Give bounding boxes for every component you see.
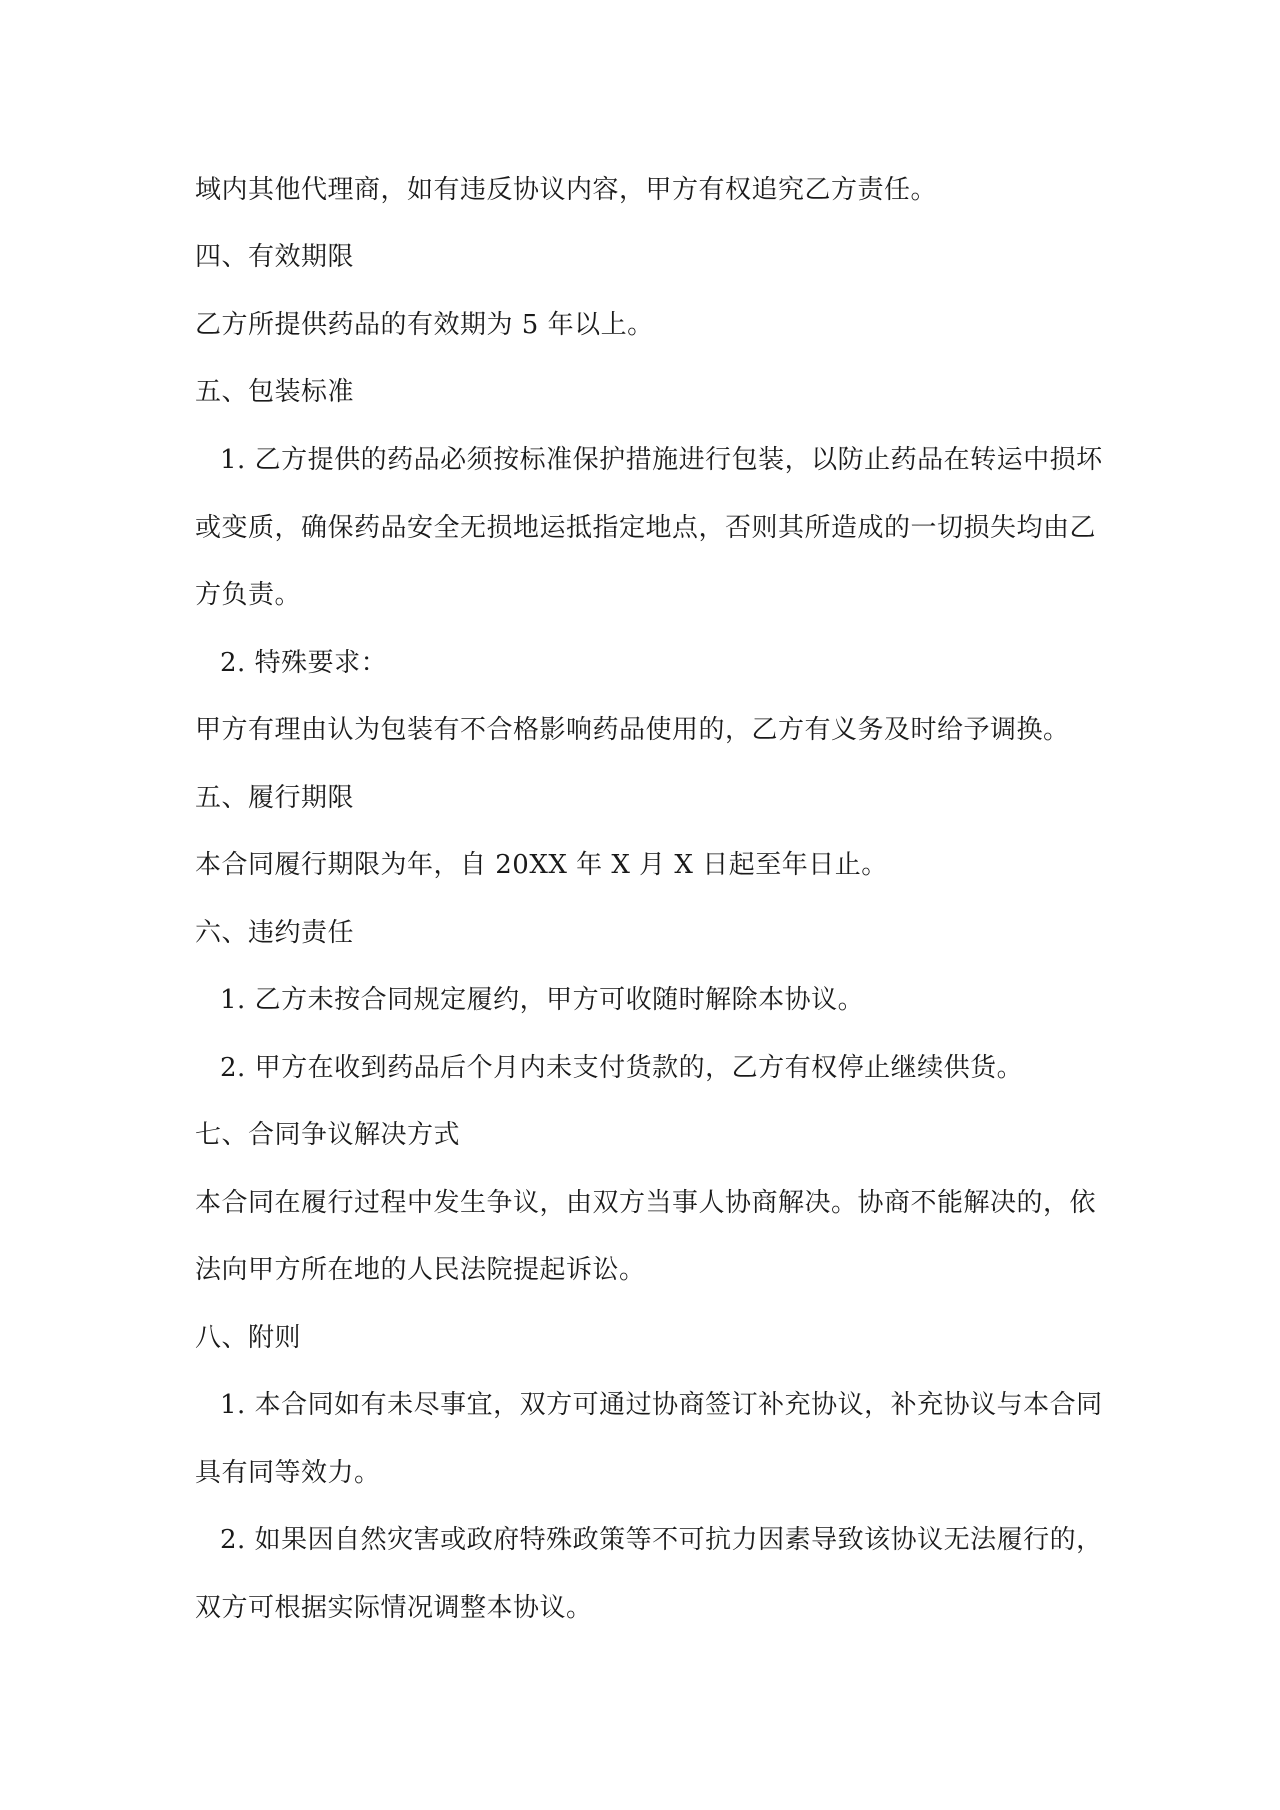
list-item: 2. 甲方在收到药品后个月内未支付货款的，乙方有权停止继续供货。	[220, 1053, 1024, 1083]
list-item: 2. 特殊要求：	[220, 648, 388, 678]
paragraph-line: 方负责。	[195, 580, 302, 610]
paragraph-line: 乙方所提供药品的有效期为 5 年以上。	[195, 310, 654, 340]
paragraph-line: 本合同履行期限为年，自 20XX 年 X 月 X 日起至年日止。	[195, 850, 888, 880]
section-heading: 五、履行期限	[195, 783, 355, 813]
paragraph-line: 法向甲方所在地的人民法院提起诉讼。	[195, 1255, 646, 1285]
section-heading: 八、附则	[195, 1323, 302, 1353]
section-heading: 四、有效期限	[195, 242, 355, 272]
list-item: 1. 乙方未按合同规定履约，甲方可收随时解除本协议。	[220, 985, 865, 1015]
paragraph-line: 具有同等效力。	[195, 1458, 381, 1488]
list-item: 1. 乙方提供的药品必须按标准保护措施进行包装，以防止药品在转运中损坏	[220, 445, 1103, 475]
paragraph-line: 本合同在履行过程中发生争议，由双方当事人协商解决。协商不能解决的，依	[195, 1188, 1097, 1218]
section-heading: 五、包装标准	[195, 377, 355, 407]
paragraph-line: 甲方有理由认为包装有不合格影响药品使用的，乙方有义务及时给予调换。	[195, 715, 1070, 745]
paragraph-line: 或变质，确保药品安全无损地运抵指定地点，否则其所造成的一切损失均由乙	[195, 513, 1097, 543]
list-item: 1. 本合同如有未尽事宜，双方可通过协商签订补充协议，补充协议与本合同	[220, 1390, 1103, 1420]
section-heading: 六、违约责任	[195, 918, 355, 948]
section-heading: 七、合同争议解决方式	[195, 1120, 461, 1150]
list-item: 2. 如果因自然灾害或政府特殊政策等不可抗力因素导致该协议无法履行的，	[220, 1525, 1103, 1555]
paragraph-line: 域内其他代理商，如有违反协议内容，甲方有权追究乙方责任。	[195, 175, 938, 205]
paragraph-line: 双方可根据实际情况调整本协议。	[195, 1593, 593, 1623]
